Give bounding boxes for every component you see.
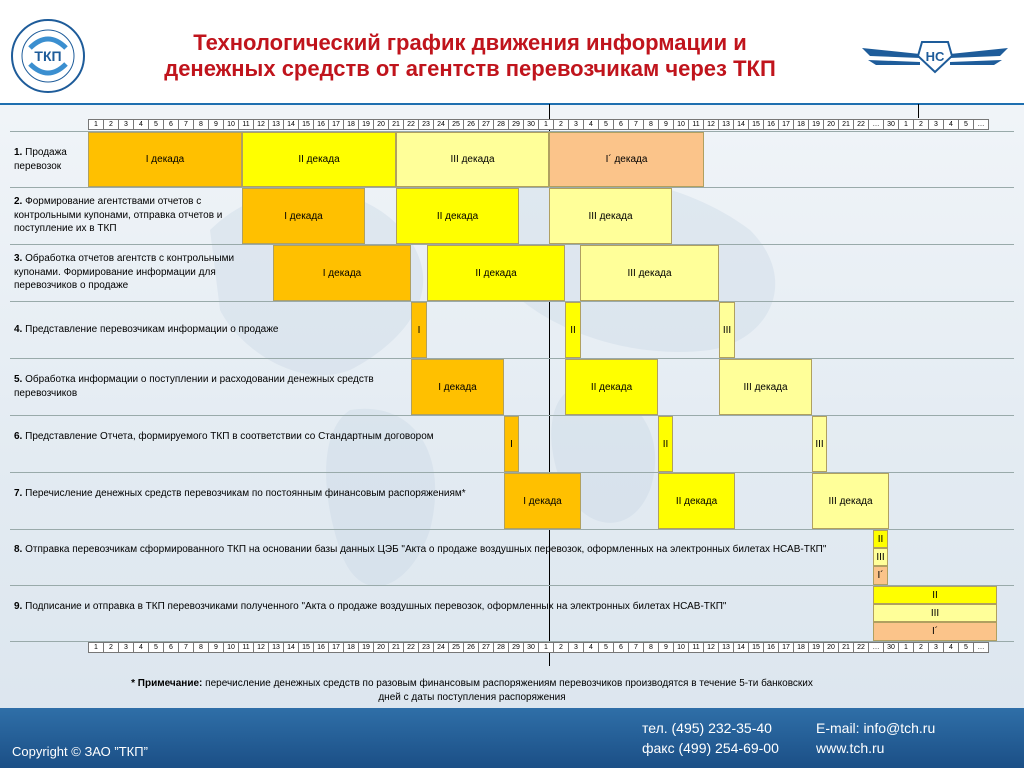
day-cell: 7 bbox=[178, 642, 194, 653]
day-cell: 19 bbox=[808, 119, 824, 130]
row-2-bar-2: II декада bbox=[396, 188, 519, 244]
day-cell: 4 bbox=[583, 642, 599, 653]
row-7-bar-2: II декада bbox=[658, 473, 735, 529]
row-7-bar-1: I декада bbox=[504, 473, 581, 529]
day-cell: 27 bbox=[478, 642, 494, 653]
row-8-label: 8. Отправка перевозчикам сформированного ТКП на основании базы данных ЦЭБ "Акта о продаже воздушных перевозок, оформленных на электронных билетах НСАВ-ТКП" bbox=[14, 544, 827, 555]
day-cell: 24 bbox=[433, 119, 449, 130]
contact-email[interactable]: E-mail: info@tch.ru bbox=[816, 720, 936, 736]
day-cell: 18 bbox=[343, 119, 359, 130]
footnote-label: * Примечание: bbox=[131, 678, 203, 689]
day-cell: 5 bbox=[598, 642, 614, 653]
row-4-bar-1: I bbox=[411, 302, 427, 358]
day-cell: 3 bbox=[118, 642, 134, 653]
row-1-bar-3: III декада bbox=[396, 132, 549, 187]
day-cell: 5 bbox=[148, 119, 164, 130]
row-3-bar-3: III декада bbox=[580, 245, 719, 301]
day-cell: 16 bbox=[763, 119, 779, 130]
day-cell: 2 bbox=[913, 119, 929, 130]
day-cell: 3 bbox=[118, 119, 134, 130]
day-cell: 12 bbox=[253, 642, 269, 653]
contact-fax: факс (499) 254-69-00 bbox=[642, 740, 779, 756]
day-cell: 17 bbox=[328, 119, 344, 130]
footer-bar bbox=[0, 708, 1024, 768]
day-cell: 7 bbox=[178, 119, 194, 130]
header-divider bbox=[0, 103, 1024, 105]
row-3-bar-1: I декада bbox=[273, 245, 411, 301]
footnote bbox=[22, 677, 922, 705]
day-cell: 30 bbox=[883, 119, 899, 130]
day-cell: 30 bbox=[883, 642, 899, 653]
row-2-bar-1: I декада bbox=[242, 188, 365, 244]
row-4-bar-3: III bbox=[719, 302, 735, 358]
day-cell: 24 bbox=[433, 642, 449, 653]
day-cell: 9 bbox=[658, 642, 674, 653]
row-7-bar-3: III декада bbox=[812, 473, 889, 529]
day-cell: 8 bbox=[193, 119, 209, 130]
row-9-bar-2: III bbox=[873, 604, 997, 622]
day-cell: 21 bbox=[838, 119, 854, 130]
day-cell: 30 bbox=[523, 119, 539, 130]
day-cell: 26 bbox=[463, 119, 479, 130]
day-cell: 22 bbox=[853, 119, 869, 130]
day-cell: 13 bbox=[268, 119, 284, 130]
day-cell: 18 bbox=[793, 642, 809, 653]
row-5-label: 5. Обработка информации о поступлении и расходовании денежных средств перевозчиков bbox=[14, 374, 374, 399]
row-4-label: 4. Представление перевозчикам информации о продаже bbox=[14, 324, 279, 335]
copyright: Copyright © ЗАО ”ТКП” bbox=[12, 744, 148, 759]
contact-website[interactable]: www.tch.ru bbox=[816, 740, 885, 756]
row-separator bbox=[10, 641, 1014, 642]
day-cell: 1 bbox=[88, 642, 104, 653]
day-cell: 3 bbox=[928, 119, 944, 130]
day-cell: 4 bbox=[583, 119, 599, 130]
row-separator bbox=[10, 301, 1014, 302]
footnote-text-1: перечисление денежных средств по разовым финансовым распоряжениям перевозчиков производятся в течение 5-ти банковских bbox=[205, 678, 813, 689]
row-6-bar-2: II bbox=[658, 416, 673, 472]
day-cell: 15 bbox=[298, 119, 314, 130]
row-1-label: 1. Продажа перевозок bbox=[14, 147, 67, 172]
day-cell: 4 bbox=[943, 119, 959, 130]
day-cell: 21 bbox=[838, 642, 854, 653]
day-cell: 16 bbox=[313, 642, 329, 653]
day-cell: 9 bbox=[208, 119, 224, 130]
day-cell: 4 bbox=[133, 119, 149, 130]
day-cell: 5 bbox=[958, 119, 974, 130]
day-cell: 2 bbox=[553, 642, 569, 653]
row-8-bar-1: II bbox=[873, 530, 888, 548]
day-cell: 12 bbox=[253, 119, 269, 130]
day-cell: 11 bbox=[238, 642, 254, 653]
day-cell: 20 bbox=[373, 642, 389, 653]
day-scale-top bbox=[88, 119, 1011, 130]
day-cell: 7 bbox=[628, 119, 644, 130]
day-cell: 6 bbox=[163, 642, 179, 653]
day-cell: … bbox=[973, 642, 989, 653]
day-cell: 12 bbox=[703, 119, 719, 130]
day-cell: 3 bbox=[928, 642, 944, 653]
row-9-label: 9. Подписание и отправка в ТКП перевозчиками полученного "Акта о продаже воздушных перевозок, оформленных на электронных билетах НСАВ-ТКП" bbox=[14, 601, 727, 612]
month-divider-2 bbox=[918, 104, 919, 118]
day-cell: 4 bbox=[943, 642, 959, 653]
day-cell: 2 bbox=[103, 119, 119, 130]
day-cell: 1 bbox=[538, 119, 554, 130]
row-separator bbox=[10, 585, 1014, 586]
day-cell: 9 bbox=[658, 119, 674, 130]
day-cell: 16 bbox=[313, 119, 329, 130]
row-8-bar-3: I´ bbox=[873, 566, 888, 585]
day-cell: 25 bbox=[448, 119, 464, 130]
day-cell: 6 bbox=[613, 119, 629, 130]
day-cell: 14 bbox=[733, 119, 749, 130]
day-cell: 19 bbox=[358, 642, 374, 653]
contact-phone: тел. (495) 232-35-40 bbox=[642, 720, 772, 736]
day-cell: 18 bbox=[793, 119, 809, 130]
footnote-text-2: дней с даты поступления распоряжения bbox=[378, 692, 566, 703]
day-cell: 13 bbox=[718, 119, 734, 130]
day-cell: 27 bbox=[478, 119, 494, 130]
tkp-logo-icon bbox=[10, 18, 86, 94]
row-separator bbox=[10, 529, 1014, 530]
day-cell: 22 bbox=[403, 642, 419, 653]
day-cell: 10 bbox=[223, 119, 239, 130]
row-5-bar-2: II декада bbox=[565, 359, 658, 415]
row-1-bar-4: I´ декада bbox=[549, 132, 704, 187]
row-9-bar-3: I´ bbox=[873, 622, 997, 641]
day-cell: 15 bbox=[748, 119, 764, 130]
day-cell: 6 bbox=[613, 642, 629, 653]
row-3-label: 3. Обработка отчетов агентств с контрольными купонами. Формирование информации для перевозчиков о продаже bbox=[14, 253, 235, 291]
row-9-bar-1: II bbox=[873, 586, 997, 604]
day-cell: 26 bbox=[463, 642, 479, 653]
row-6-bar-3: III bbox=[812, 416, 827, 472]
ns-logo-text: НС bbox=[925, 49, 945, 64]
tkp-logo-text: ТКП bbox=[34, 48, 62, 64]
day-cell: 15 bbox=[748, 642, 764, 653]
day-cell: 17 bbox=[778, 119, 794, 130]
row-4-bar-2: II bbox=[565, 302, 581, 358]
day-cell: 8 bbox=[643, 119, 659, 130]
day-cell: 14 bbox=[283, 119, 299, 130]
day-cell: 10 bbox=[673, 642, 689, 653]
day-cell: 1 bbox=[898, 642, 914, 653]
day-cell: 19 bbox=[808, 642, 824, 653]
row-2-bar-3: III декада bbox=[549, 188, 672, 244]
day-cell: 6 bbox=[163, 119, 179, 130]
day-cell: 10 bbox=[223, 642, 239, 653]
day-cell: 13 bbox=[718, 642, 734, 653]
day-cell: 3 bbox=[568, 119, 584, 130]
day-scale-bottom bbox=[88, 642, 1011, 653]
row-8-bar-2: III bbox=[873, 548, 888, 566]
day-cell: 22 bbox=[403, 119, 419, 130]
day-cell: … bbox=[868, 642, 884, 653]
day-cell: 2 bbox=[553, 119, 569, 130]
day-cell: 13 bbox=[268, 642, 284, 653]
day-cell: 28 bbox=[493, 119, 509, 130]
row-6-bar-1: I bbox=[504, 416, 519, 472]
day-cell: 23 bbox=[418, 119, 434, 130]
day-cell: 20 bbox=[823, 642, 839, 653]
row-2-label: 2. Формирование агентствами отчетов с контрольными купонами, отправка отчетов и поступление их в ТКП bbox=[14, 196, 223, 234]
title-line-1: Технологический график движения информации и bbox=[193, 30, 747, 55]
day-cell: 21 bbox=[388, 642, 404, 653]
day-cell: 2 bbox=[103, 642, 119, 653]
row-7-label: 7. Перечисление денежных средств перевозчикам по постоянным финансовым распоряжениям* bbox=[14, 488, 466, 499]
day-cell: 11 bbox=[688, 642, 704, 653]
day-cell: 20 bbox=[373, 119, 389, 130]
day-cell: 10 bbox=[673, 119, 689, 130]
day-cell: 28 bbox=[493, 642, 509, 653]
row-5-bar-1: I декада bbox=[411, 359, 504, 415]
ns-wings-logo-icon bbox=[860, 36, 1010, 76]
row-separator bbox=[10, 358, 1014, 359]
title-line-2: денежных средств от агентств перевозчикам через ТКП bbox=[164, 56, 776, 81]
day-cell: 19 bbox=[358, 119, 374, 130]
day-cell: 23 bbox=[418, 642, 434, 653]
row-1-bar-2: II декада bbox=[242, 132, 396, 187]
day-cell: 17 bbox=[328, 642, 344, 653]
day-cell: 14 bbox=[283, 642, 299, 653]
row-6-label: 6. Представление Отчета, формируемого ТКП в соответствии со Стандартным договором bbox=[14, 431, 434, 442]
day-cell: 11 bbox=[238, 119, 254, 130]
day-cell: 1 bbox=[898, 119, 914, 130]
day-cell: 1 bbox=[88, 119, 104, 130]
day-cell: 30 bbox=[523, 642, 539, 653]
day-cell: … bbox=[868, 119, 884, 130]
day-cell: 1 bbox=[538, 642, 554, 653]
day-cell: 29 bbox=[508, 642, 524, 653]
day-cell: 8 bbox=[643, 642, 659, 653]
page-title bbox=[100, 30, 840, 82]
day-cell: … bbox=[973, 119, 989, 130]
day-cell: 5 bbox=[598, 119, 614, 130]
day-cell: 17 bbox=[778, 642, 794, 653]
day-cell: 14 bbox=[733, 642, 749, 653]
day-cell: 8 bbox=[193, 642, 209, 653]
day-cell: 11 bbox=[688, 119, 704, 130]
row-1-bar-1: I декада bbox=[88, 132, 242, 187]
day-cell: 25 bbox=[448, 642, 464, 653]
day-cell: 9 bbox=[208, 642, 224, 653]
day-cell: 16 bbox=[763, 642, 779, 653]
day-cell: 3 bbox=[568, 642, 584, 653]
day-cell: 5 bbox=[148, 642, 164, 653]
day-cell: 22 bbox=[853, 642, 869, 653]
day-cell: 29 bbox=[508, 119, 524, 130]
day-cell: 18 bbox=[343, 642, 359, 653]
day-cell: 5 bbox=[958, 642, 974, 653]
row-3-bar-2: II декада bbox=[427, 245, 565, 301]
day-cell: 15 bbox=[298, 642, 314, 653]
day-cell: 2 bbox=[913, 642, 929, 653]
day-cell: 21 bbox=[388, 119, 404, 130]
day-cell: 4 bbox=[133, 642, 149, 653]
day-cell: 7 bbox=[628, 642, 644, 653]
row-5-bar-3: III декада bbox=[719, 359, 812, 415]
day-cell: 20 bbox=[823, 119, 839, 130]
day-cell: 12 bbox=[703, 642, 719, 653]
